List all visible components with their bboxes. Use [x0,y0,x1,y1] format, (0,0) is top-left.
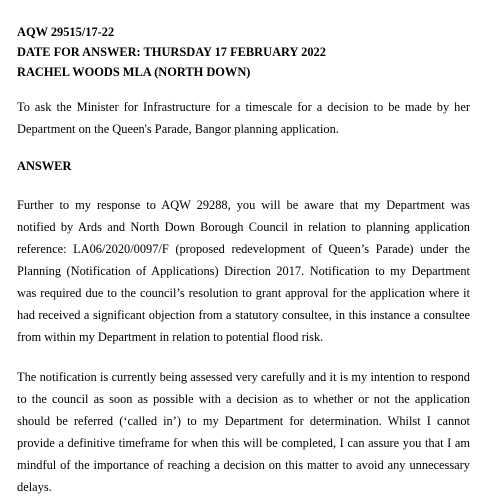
answer-heading: ANSWER [17,159,72,173]
answer-date: DATE FOR ANSWER: THURSDAY 17 FEBRUARY 2022 [17,45,326,59]
document-page [17,0,470,498]
member-name: RACHEL WOODS MLA (NORTH DOWN) [17,65,251,79]
answer-paragraph-2: The notification is currently being assessed very carefully and it is my intention to respond to the council as soon as possible with a decision as to whether or not the application should be referred (‘called in’) to my Department for determination. Whilst I cannot provide a definitive timeframe for when this will be completed, I can assure you that I am mindful of the importance of reaching a decision on this matter to avoid any unnecessary delays. [17,370,470,494]
answer-paragraph-1: Further to my response to AQW 29288, you will be aware that my Department was notified by Ards and North Down Borough Council in relation to planning application reference: LA06/2020/0097/F (proposed redevelopment of Queen’s Parade) under the Planning (Notification of Applications) Direction 2017. Notification to my Department was required due to the council’s resolution to grant approval for the application where it had received a significant objection from a statutory consultee, in this instance a consultee from within my Department in relation to potential flood risk. [17,198,470,344]
question-text: To ask the Minister for Infrastructure for a timescale for a decision to be made by her Department on the Queen's Parade, Bangor planning application. [17,100,470,136]
question-reference: AQW 29515/17-22 [17,25,115,39]
